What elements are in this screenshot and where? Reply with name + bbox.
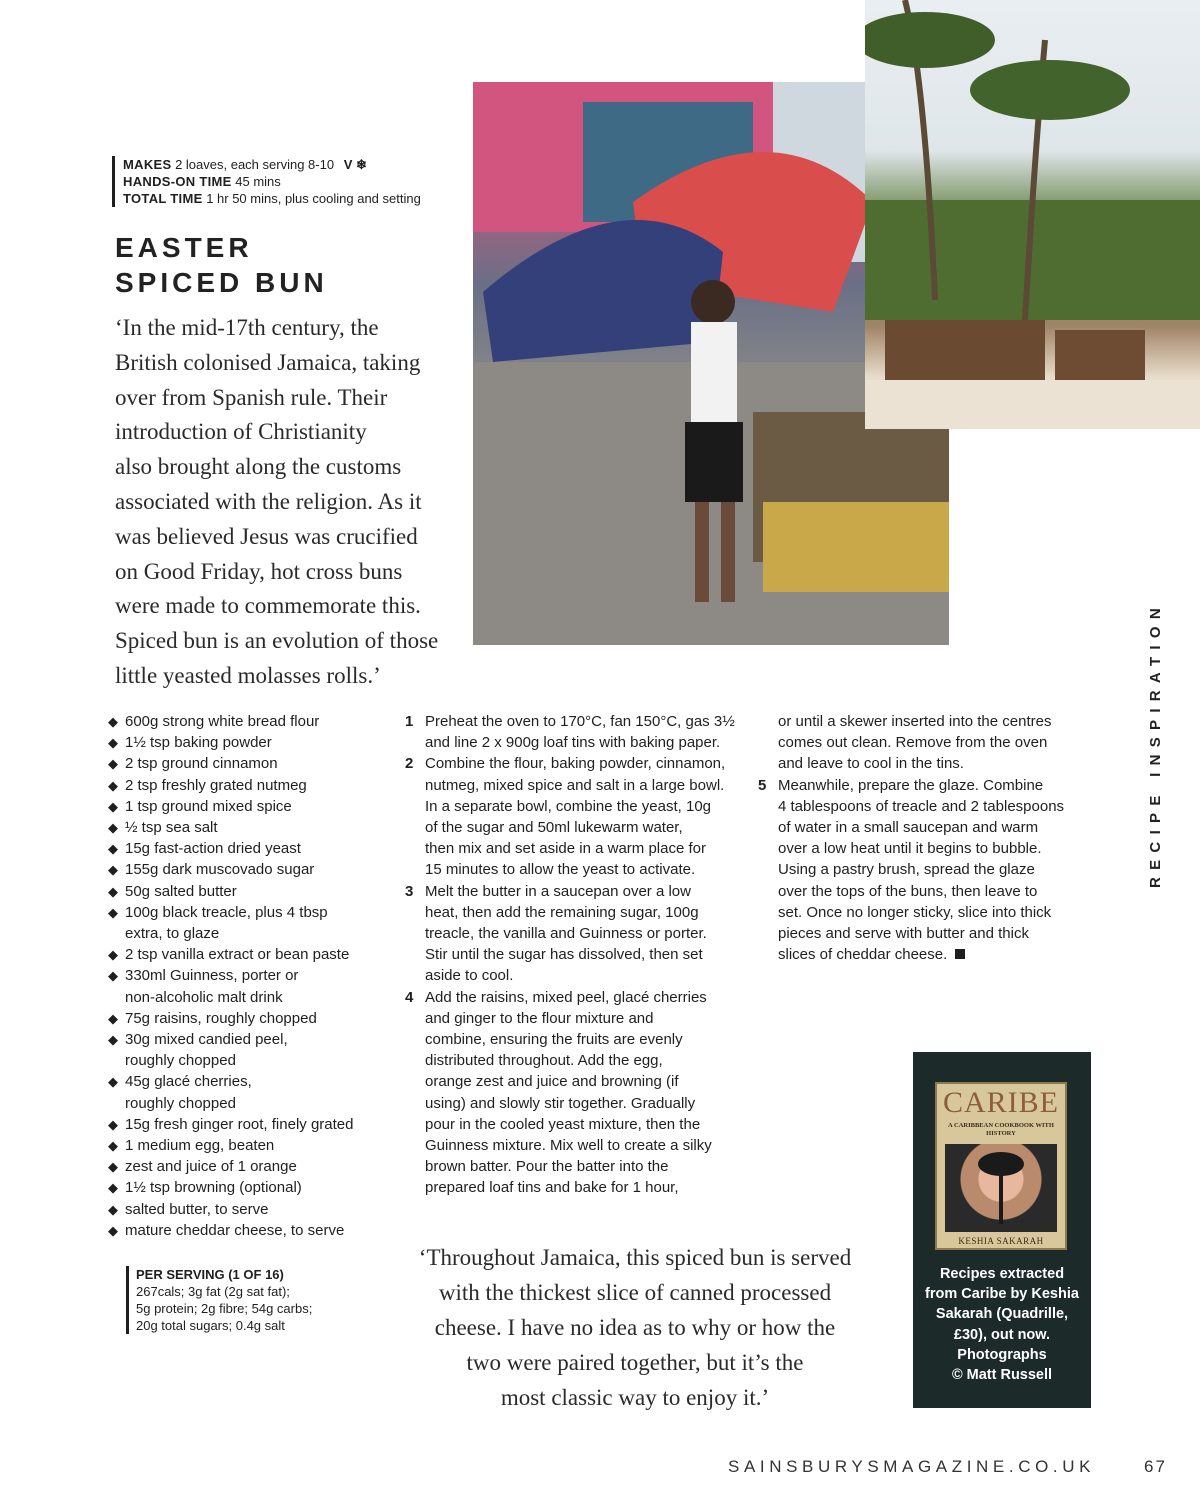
step-line: and ginger to the flour mixture and (425, 1009, 654, 1027)
method-step (758, 711, 1064, 775)
method-column-2 (758, 711, 1064, 965)
ingredient-line: 75g raisins, roughly chopped (125, 1009, 317, 1027)
step-number: 3 (405, 882, 414, 900)
step-line: and line 2 x 900g loaf tins with baking paper. (425, 734, 721, 752)
nutrition-title: PER SERVING (1 OF 16) (136, 1267, 284, 1282)
handson-label: HANDS-ON TIME (123, 174, 232, 189)
step-line: 4 tablespoons of treacle and 2 tablespoons (778, 797, 1065, 815)
diamond-bullet-icon: ◆ (108, 1138, 118, 1154)
step-text (778, 711, 1051, 775)
ingredient-line: roughly chopped (125, 1052, 236, 1070)
ingredient-text (125, 1029, 288, 1071)
ingredient-line: 600g strong white bread flour (125, 713, 320, 730)
ingredient-line: 1½ tsp baking powder (125, 734, 272, 752)
step-line: then mix and set aside in a warm place for (425, 840, 706, 858)
ingredient-line: 1 medium egg, beaten (125, 1137, 275, 1155)
ingredient-text (125, 817, 218, 838)
step-line: distributed throughout. Add the egg, (425, 1052, 663, 1070)
ingredient-item (108, 859, 353, 880)
diamond-bullet-icon: ◆ (108, 1074, 118, 1090)
step-number (758, 711, 778, 775)
step-line: combine, ensuring the fruits are evenly (425, 1031, 683, 1049)
ingredient-item (108, 838, 353, 859)
ingredient-line: salted butter, to serve (125, 1200, 269, 1218)
step-text (425, 711, 735, 753)
intro-line: also brought along the customs (115, 454, 402, 480)
ingredient-text (125, 711, 319, 732)
diamond-bullet-icon: ◆ (108, 947, 118, 963)
step-line: over the tops of the buns, then leave to (778, 882, 1038, 900)
step-number: 4 (405, 988, 414, 1006)
step-line: Preheat the oven to 170°C, fan 150°C, gas 3½ (425, 713, 735, 730)
intro-line: was believed Jesus was crucified (115, 523, 418, 549)
ingredient-line: mature cheddar cheese, to serve (125, 1221, 345, 1239)
total-label: TOTAL TIME (123, 191, 203, 206)
ingredient-line: 15g fresh ginger root, finely grated (125, 1115, 354, 1133)
step-text (425, 881, 707, 987)
ingredient-item (108, 1008, 353, 1029)
step-line: or until a skewer inserted into the centres (778, 713, 1052, 730)
step-number: 2 (405, 755, 414, 773)
intro-line: over from Spanish rule. Their (115, 384, 388, 410)
diamond-bullet-icon: ◆ (108, 1201, 118, 1217)
beach-photo-art (865, 0, 1200, 429)
title-line: EASTER (115, 232, 253, 263)
diamond-bullet-icon: ◆ (108, 798, 118, 814)
ingredient-item (108, 944, 353, 965)
credit-line: £30), out now. (953, 1326, 1051, 1343)
ingredient-text (125, 1199, 268, 1220)
quote-line: two were paired together, but it’s the (466, 1350, 804, 1375)
step-line: Add the raisins, mixed peel, glacé cherries (425, 988, 707, 1006)
page-number: 67 (1144, 1457, 1167, 1476)
ingredient-item (108, 817, 353, 838)
step-line: Stir until the sugar has dissolved, then set (425, 946, 703, 964)
method-step (405, 987, 735, 1199)
diamond-bullet-icon: ◆ (108, 1116, 118, 1132)
makes-label: MAKES (123, 157, 172, 172)
ingredient-text (125, 775, 307, 796)
title-line: SPICED BUN (115, 267, 328, 298)
ingredient-line: 30g mixed candied peel, (125, 1031, 288, 1049)
ingredient-item (108, 965, 353, 1007)
step-line: pieces and serve with butter and thick (778, 925, 1029, 943)
method-step (405, 881, 735, 987)
recipe-title (115, 230, 328, 300)
ingredient-item (108, 775, 353, 796)
ingredient-text (125, 881, 237, 902)
book-cover-subtitle: A CARIBBEAN COOKBOOK WITH HISTORY (948, 1122, 1054, 1137)
ingredient-text (125, 1220, 344, 1241)
diamond-bullet-icon: ◆ (108, 1010, 118, 1026)
credit-line: Photographs (957, 1346, 1047, 1363)
step-text (425, 987, 712, 1199)
intro-line: introduction of Christianity (115, 419, 367, 445)
palm-trunk (999, 1162, 1003, 1224)
step-number: 5 (758, 776, 767, 794)
ingredient-item (108, 881, 353, 902)
quote-line: ‘Throughout Jamaica, this spiced bun is served (418, 1245, 852, 1270)
magazine-website: SAINSBURYSMAGAZINE.CO.UK (728, 1457, 1096, 1476)
diamond-bullet-icon: ◆ (108, 714, 118, 729)
nutrition-line: 5g protein; 2g fibre; 54g carbs; (136, 1301, 313, 1316)
ingredient-item (108, 1135, 353, 1156)
credit-line: © Matt Russell (951, 1367, 1053, 1384)
step-line: 15 minutes to allow the yeast to activate. (425, 861, 696, 879)
intro-line: associated with the religion. As it (115, 488, 422, 514)
ingredient-line: roughly chopped (125, 1094, 236, 1112)
makes-value: 2 loaves, each serving 8-10 (175, 157, 335, 172)
ingredient-item (108, 1199, 353, 1220)
step-line: Melt the butter in a saucepan over a low (425, 882, 691, 900)
ingredient-text (125, 1135, 274, 1156)
intro-line: were made to commemorate this. (115, 593, 421, 619)
book-cover-title: CARIBE (942, 1086, 1059, 1119)
diamond-bullet-icon: ◆ (108, 1159, 118, 1175)
ingredient-text (125, 944, 349, 965)
intro-line: little yeasted molasses rolls.’ (115, 662, 381, 688)
diamond-bullet-icon: ◆ (108, 883, 118, 899)
diamond-bullet-icon: ◆ (108, 968, 118, 984)
ingredients-list (108, 711, 353, 1241)
diamond-bullet-icon: ◆ (108, 735, 118, 751)
ingredient-line: 15g fast-action dried yeast (125, 840, 301, 858)
diamond-bullet-icon: ◆ (108, 1180, 118, 1196)
section-label: RECIPE INSPIRATION (1147, 601, 1164, 889)
ingredient-text (125, 753, 278, 774)
handson-line (123, 173, 421, 190)
ingredient-line: 2 tsp freshly grated nutmeg (125, 776, 307, 794)
ingredient-line: extra, to glaze (125, 925, 220, 943)
step-line: over a low heat until it begins to bubble. (778, 840, 1042, 858)
ingredient-line: 2 tsp vanilla extract or bean paste (125, 946, 350, 964)
diamond-bullet-icon: ◆ (108, 904, 118, 920)
step-line: set. Once no longer sticky, slice into thick (778, 903, 1052, 921)
method-step (405, 753, 735, 880)
step-line: of water in a small saucepan and warm (778, 819, 1039, 837)
ingredient-item (108, 732, 353, 753)
ingredient-item (108, 1220, 353, 1241)
book-cover (935, 1082, 1067, 1250)
book-promo (913, 1052, 1091, 1408)
step-line: brown batter. Pour the batter into the (425, 1158, 669, 1176)
ingredient-item (108, 1114, 353, 1135)
intro-line: British colonised Jamaica, taking (115, 349, 421, 375)
step-line: aside to cool. (425, 967, 514, 985)
ingredient-text (125, 1008, 317, 1029)
step-line: Using a pastry brush, spread the glaze (778, 861, 1035, 879)
intro-line: ‘In the mid-17th century, the (115, 315, 379, 340)
intro-text (115, 311, 475, 694)
credit-line: from Caribe by Keshia (925, 1286, 1079, 1303)
quote-line: cheese. I have no idea as to why or how the (434, 1315, 836, 1340)
ingredient-line: 2 tsp ground cinnamon (125, 755, 278, 773)
ingredient-line: 45g glacé cherries, (125, 1073, 252, 1091)
book-cover-art (945, 1144, 1057, 1232)
step-line: comes out clean. Remove from the oven (778, 734, 1048, 752)
ingredient-text (125, 1071, 252, 1113)
diamond-bullet-icon: ◆ (108, 777, 118, 793)
beach-photo (865, 0, 1200, 429)
ingredient-item (108, 796, 353, 817)
ingredient-line: 1½ tsp browning (optional) (125, 1179, 302, 1197)
ingredient-text (125, 732, 272, 753)
recipe-meta (112, 156, 421, 207)
ingredient-text (125, 838, 301, 859)
book-credit (913, 1264, 1091, 1385)
ingredient-item (108, 902, 353, 944)
intro-line: on Good Friday, hot cross buns (115, 558, 403, 584)
intro-line: Spiced bun is an evolution of those (115, 628, 439, 654)
nutrition-info (126, 1266, 312, 1334)
step-line: Guinness mixture. Mix well to create a silky (425, 1137, 712, 1155)
ingredient-item (108, 711, 353, 732)
ingredient-text (125, 965, 298, 1007)
ingredient-text (125, 1114, 353, 1135)
diamond-bullet-icon: ◆ (108, 862, 118, 878)
ingredient-line: ½ tsp sea salt (125, 819, 218, 837)
diamond-bullet-icon: ◆ (108, 1222, 118, 1238)
ingredient-item (108, 1177, 353, 1198)
step-text (778, 775, 1064, 966)
total-value: 1 hr 50 mins, plus cooling and setting (206, 191, 421, 206)
step-line: using) and slowly stir together. Gradually (425, 1094, 696, 1112)
step-line: Combine the flour, baking powder, cinnamon, (425, 755, 726, 773)
step-line: orange zest and juice and browning (if (425, 1073, 679, 1091)
ingredient-text (125, 1177, 302, 1198)
ingredient-line: 155g dark muscovado sugar (125, 861, 315, 879)
method-step (405, 711, 735, 753)
total-line (123, 190, 421, 207)
diamond-bullet-icon: ◆ (108, 841, 118, 857)
step-number: 1 (405, 713, 414, 730)
step-line: and leave to cool in the tins. (778, 755, 964, 773)
ingredient-item (108, 1071, 353, 1113)
ingredient-text (125, 796, 292, 817)
pull-quote (400, 1240, 870, 1415)
step-line: heat, then add the remaining sugar, 100g (425, 903, 699, 921)
step-line: slices of cheddar cheese. (778, 944, 1064, 965)
step-line: treacle, the vanilla and Guinness or porter. (425, 925, 707, 943)
step-line: pour in the cooled yeast mixture, then the (425, 1115, 701, 1133)
ingredient-text (125, 902, 328, 944)
quote-line: most classic way to enjoy it.’ (500, 1385, 770, 1410)
step-line: nutmeg, mixed spice and salt in a large bowl. (425, 776, 725, 794)
step-line: prepared loaf tins and bake for 1 hour, (425, 1179, 679, 1197)
ingredient-item (108, 1156, 353, 1177)
ingredient-line: 50g salted butter (125, 882, 237, 900)
diamond-bullet-icon: ◆ (108, 1032, 118, 1048)
step-line: of the sugar and 50ml lukewarm water, (425, 819, 683, 837)
diamond-bullet-icon: ◆ (108, 820, 118, 836)
nutrition-line: 20g total sugars; 0.4g salt (136, 1318, 285, 1333)
diamond-bullet-icon: ◆ (108, 756, 118, 772)
method-step (758, 775, 1064, 966)
vegetarian-freezable-marks: V ❄ (343, 157, 367, 172)
end-square-icon (955, 949, 965, 959)
ingredient-line: 330ml Guinness, porter or (125, 967, 299, 985)
method-column-1 (405, 711, 735, 1199)
nutrition-line: 267cals; 3g fat (2g sat fat); (136, 1284, 290, 1299)
book-cover-author: KESHIA SAKARAH (958, 1236, 1044, 1246)
step-line: Meanwhile, prepare the glaze. Combine (778, 776, 1044, 794)
ingredient-line: 1 tsp ground mixed spice (125, 797, 292, 815)
quote-line: with the thickest slice of canned processed (438, 1280, 832, 1305)
makes-line (123, 156, 421, 173)
ingredient-line: 100g black treacle, plus 4 tbsp (125, 903, 328, 921)
handson-value: 45 mins (235, 174, 281, 189)
ingredient-line: non-alcoholic malt drink (125, 988, 283, 1006)
ingredient-item (108, 1029, 353, 1071)
ingredient-line: zest and juice of 1 orange (125, 1158, 297, 1176)
credit-line: Recipes extracted (939, 1266, 1065, 1282)
step-line: In a separate bowl, combine the yeast, 10g (425, 797, 712, 815)
step-text (425, 753, 725, 880)
ingredient-text (125, 859, 314, 880)
ingredient-item (108, 753, 353, 774)
credit-line: Sakarah (Quadrille, (935, 1306, 1069, 1323)
ingredient-text (125, 1156, 297, 1177)
